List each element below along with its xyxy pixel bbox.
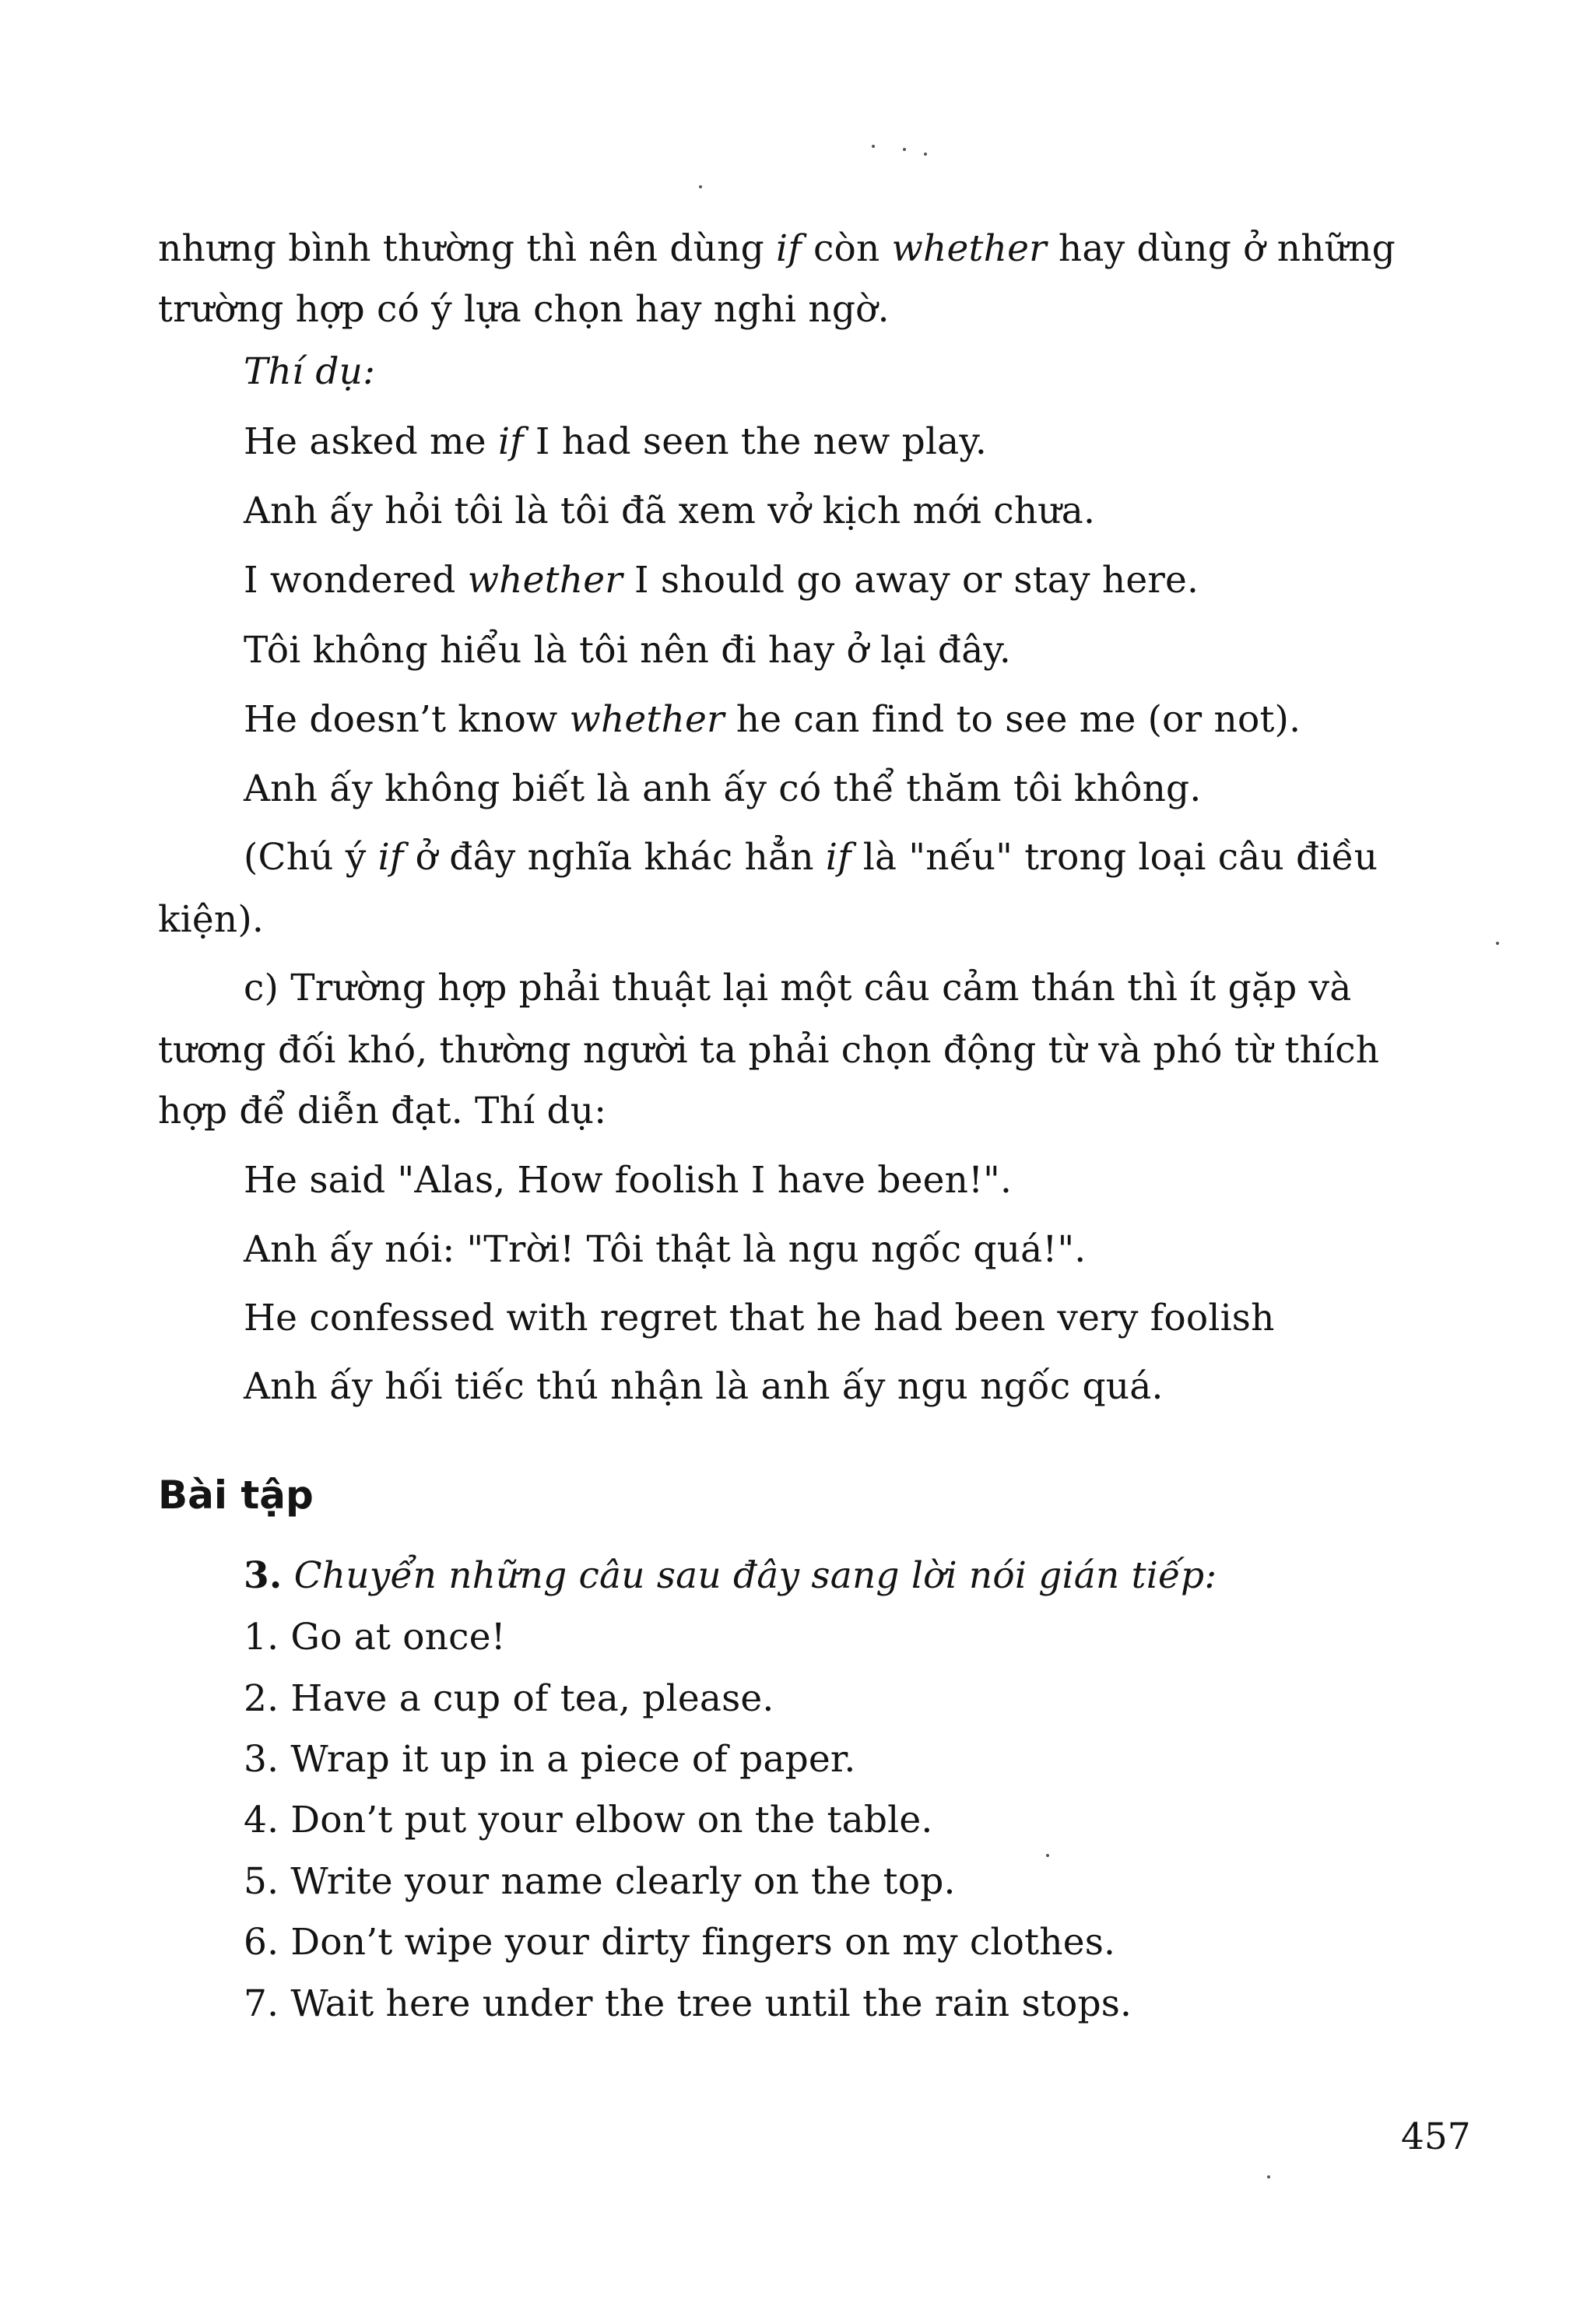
scan-speck	[1496, 942, 1499, 945]
note-line-2: kiện).	[158, 898, 265, 941]
page-number: 457	[1401, 2115, 1471, 2158]
example-line: Anh ấy hỏi tôi là tôi đã xem vở kịch mới chưa.	[244, 490, 1096, 532]
exclamation-example: Anh ấy hối tiếc thú nhận là anh ấy ngu ngốc quá.	[244, 1365, 1164, 1408]
exercise-item: 5. Write your name clearly on the top.	[244, 1860, 956, 1903]
scan-speck	[903, 148, 906, 151]
example-label: Thí dụ:	[244, 350, 376, 393]
exercise-item: 1. Go at once!	[244, 1616, 506, 1659]
exclamation-example: He confessed with regret that he had been very foolish	[244, 1297, 1275, 1339]
exercise-item: 2. Have a cup of tea, please.	[244, 1677, 774, 1720]
example-line: Anh ấy không biết là anh ấy có thể thăm tôi không.	[244, 767, 1202, 810]
example-line: Tôi không hiểu là tôi nên đi hay ở lại đây.	[244, 629, 1012, 672]
section-c-line-3: hợp để diễn đạt. Thí dụ:	[158, 1090, 607, 1132]
exercise-item: 4. Don’t put your elbow on the table.	[244, 1799, 933, 1841]
note-line-1: (Chú ý if ở đây nghĩa khác hẳn if là "nếu" trong loại câu điều	[244, 836, 1378, 879]
exercise-item: 7. Wait here under the tree until the rain stops.	[244, 1982, 1132, 2025]
scan-speck	[872, 145, 875, 148]
scan-speck	[924, 153, 927, 156]
exercise-instruction: 3. Chuyển những câu sau đây sang lời nói gián tiếp:	[244, 1554, 1217, 1597]
example-line: I wondered whether I should go away or stay here.	[244, 559, 1199, 602]
example-line: He doesn’t know whether he can find to see me (or not).	[244, 698, 1301, 741]
example-line: He asked me if I had seen the new play.	[244, 420, 988, 463]
intro-line-2: trường hợp có ý lựa chọn hay nghi ngờ.	[158, 288, 890, 331]
exercise-heading: Bài tập	[158, 1473, 314, 1518]
exercise-item: 3. Wrap it up in a piece of paper.	[244, 1738, 856, 1781]
intro-line-1: nhưng bình thường thì nên dùng if còn whether hay dùng ở những	[158, 227, 1396, 270]
exercise-item: 6. Don’t wipe your dirty fingers on my clothes.	[244, 1921, 1116, 1964]
exclamation-example: Anh ấy nói: "Trời! Tôi thật là ngu ngốc quá!".	[244, 1228, 1087, 1271]
scan-speck	[699, 185, 702, 188]
section-c-line-1: c) Trường hợp phải thuật lại một câu cảm thán thì ít gặp và	[244, 967, 1352, 1009]
scan-speck	[1267, 2175, 1270, 2178]
exclamation-example: He said "Alas, How foolish I have been!".	[244, 1159, 1013, 1202]
section-c-line-2: tương đối khó, thường người ta phải chọn động từ và phó từ thích	[158, 1029, 1380, 1072]
scan-speck	[1046, 1854, 1049, 1857]
